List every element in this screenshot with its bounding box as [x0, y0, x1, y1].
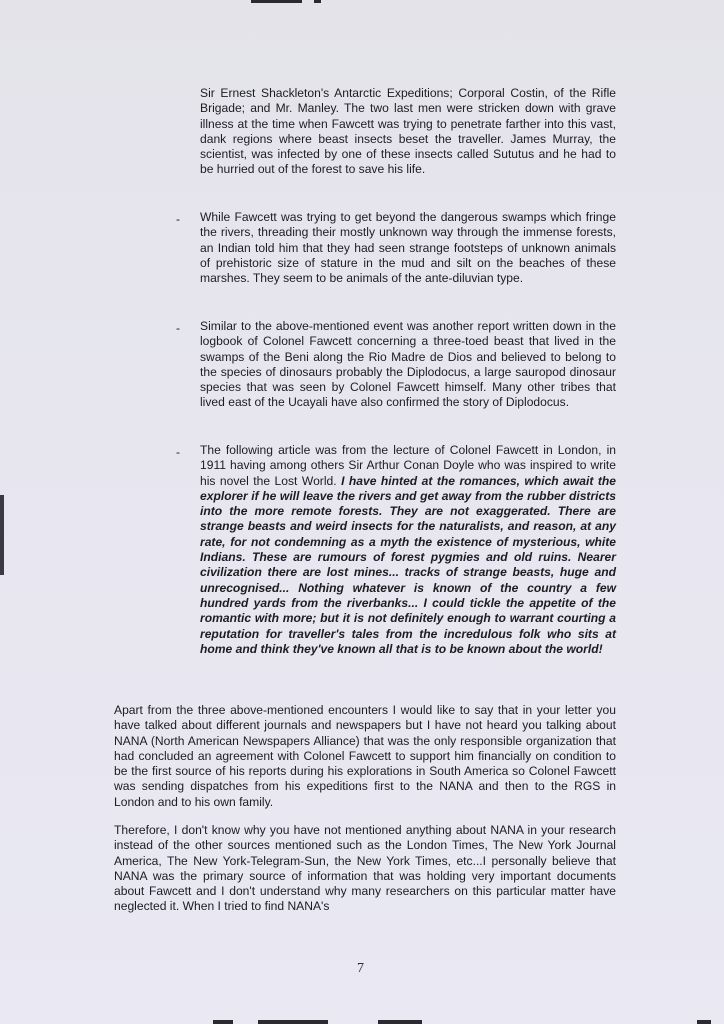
scan-artifact-bottom	[258, 1020, 328, 1024]
bullet-dash: -	[176, 321, 180, 335]
scan-artifact-top	[251, 0, 302, 3]
scan-artifact-bottom	[378, 1020, 422, 1024]
bullet-item-footsteps: While Fawcett was trying to get beyond the dangerous swamps which fringe the rivers, threading their mostly unknown way through the immense forests, an Indian told him that they had seen strange footsteps of unknown animals of prehistoric size of stature in the mud and silt on the beaches of these marshes. They seem to be animals of the ante-diluvian type.	[200, 210, 616, 286]
scan-artifact-top	[314, 0, 321, 3]
scan-artifact-bottom	[697, 1020, 711, 1024]
continued-paragraph: Sir Ernest Shackleton's Antarctic Expeditions; Corporal Costin, of the Rifle Brigade; and Mr. Manley. The two last men were stricken down with grave illness at the time when Fawcett was trying to penetrate farther into this vast, dank regions where beast insects beset the traveller. James Murray, the scientist, was infected by one of these insects called Sututus and he had to be hurried out of the forest to save his life.	[200, 86, 616, 177]
scan-artifact-bottom	[213, 1020, 233, 1024]
paragraph-nana-agreement: Apart from the three above-mentioned encounters I would like to say that in your letter you have talked about different journals and newspapers but I have not heard you talking about NANA (North American Newspapers Alliance) that was the only responsible organization that had concluded an agreement with Colonel Fawcett to support him financially on condition to be the first source of his reports during his explorations in South America so Colonel Fawcett was sending dispatches from his expeditions first to the NANA and then to the RGS in London and to his own family.	[114, 703, 616, 809]
bullet-dash: -	[176, 212, 180, 226]
bullet-item-diplodocus: Similar to the above-mentioned event was another report written down in the logbook of Colonel Fawcett concerning a three-toed beast that lived in the swamps of the Beni along the Rio Madre de Dios and believed to belong to the species of dinosaurs probably the Diplodocus, a large sauropod dinosaur species that was seen by Colonel Fawcett himself. Many other tribes that lived east of the Ucayali have also confirmed the story of Diplodocus.	[200, 319, 616, 410]
fawcett-quote: I have hinted at the romances, which await the explorer if he will leave the rivers and get away from the rubber districts into the more remote forests. They are not exaggerated. There are strange beasts and weird insects for the naturalists, and reason, at any rate, for not condemning as a myth the existence of mysterious, white Indians. These are rumours of forest pygmies and old ruins. Nearer civilization there are lost mines... tracks of strange beasts, huge and unrecognised... Nothing whatever is known of the country a few hundred yards from the riverbanks... I could tickle the appetite of the romantic with more; but it is not definitely enough to warrant courting a reputation for traveller's tales from the incredulous folk who sits at home and think they've known all that is to be known about the world!	[200, 473, 616, 656]
paragraph-nana-sources: Therefore, I don't know why you have not mentioned anything about NANA in your research instead of the other sources mentioned such as the London Times, The New York Journal America, The New York-Telegram-Sun, the New York Times, etc...I personally believe that NANA was the primary source of information that was holding very important documents about Fawcett and I don't understand why many researchers on this particular matter have neglected it. When I tried to find NANA's	[114, 823, 616, 914]
lecture-intro: The following article was from the lecture of Colonel Fawcett in London, in 1911 having among others Sir Arthur Conan Doyle who was inspired to write his novel the Lost World.	[200, 443, 616, 488]
bullet-dash: -	[176, 445, 180, 459]
bullet-item-lecture	[200, 443, 616, 657]
page-number: 7	[357, 961, 364, 976]
scan-artifact-left	[0, 495, 4, 575]
